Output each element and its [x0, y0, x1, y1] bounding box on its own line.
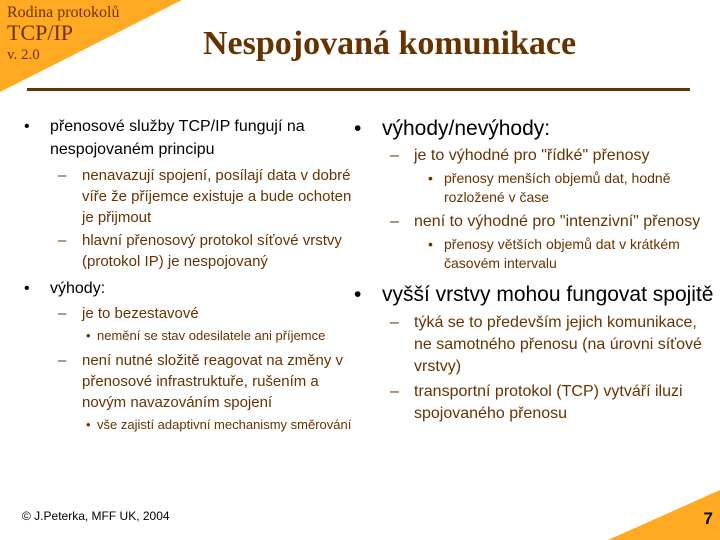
protocol-name: TCP/IP — [7, 20, 74, 45]
copyright-footer: © J.Peterka, MFF UK, 2004 — [22, 509, 170, 523]
small-bullet-marker: • — [428, 236, 433, 252]
bullet-text: vyšší vrstvy mohou fungovat spojitě — [382, 283, 714, 306]
bullet-marker: • — [24, 118, 30, 135]
page-number: 7 — [703, 509, 713, 528]
detail-bullet-text: přenosy menších objemů dat, hodně rozložené v čase — [444, 170, 671, 205]
dash-marker: – — [58, 167, 67, 184]
small-bullet-marker: • — [86, 328, 91, 343]
sub-bullet-text: týká se to především jejich komunikace, ne samotného přenosu (na úrovni síťové vrstvy) — [414, 314, 702, 375]
sub-bullet-item — [352, 211, 714, 233]
sub-bullet-item — [22, 230, 362, 272]
bullet-text: přenosové služby TCP/IP fungují na nespojovaném principu — [50, 118, 305, 158]
detail-bullet-item — [22, 415, 362, 435]
sub-bullet-text: je to bezestavové — [82, 305, 199, 322]
sub-bullet-item — [352, 381, 714, 425]
bullet-marker: • — [354, 117, 362, 140]
sub-bullet-item — [22, 303, 362, 324]
slide-title: Nespojovaná komunikace — [203, 25, 577, 62]
bullet-item — [22, 277, 362, 300]
sub-bullet-item — [352, 145, 714, 167]
detail-bullet-item — [352, 169, 714, 207]
small-bullet-marker: • — [428, 170, 433, 186]
bullet-item — [22, 115, 362, 161]
dash-marker: – — [390, 314, 399, 331]
bullet-text: výhody/nevýhody: — [382, 117, 551, 140]
detail-bullet-item — [352, 235, 714, 273]
bullet-marker: • — [24, 280, 30, 297]
bullet-text: výhody: — [50, 280, 106, 297]
bullet-item — [352, 281, 714, 308]
dash-marker: – — [390, 383, 399, 400]
small-bullet-marker: • — [86, 417, 91, 432]
sub-bullet-item — [22, 165, 362, 228]
sub-bullet-text: není nutné složitě reagovat na změny v přenosové infrastruktuře, rušením a novým navazováním spojení — [82, 352, 343, 411]
detail-bullet-text: vše zajistí adaptivní mechanismy směrování — [97, 417, 352, 432]
bullet-marker: • — [354, 283, 362, 306]
detail-bullet-item — [22, 326, 362, 346]
bullet-item — [352, 115, 714, 142]
sub-bullet-item — [22, 350, 362, 413]
sub-bullet-item — [352, 312, 714, 378]
version-label: v. 2.0 — [7, 47, 40, 63]
dash-marker: – — [58, 232, 67, 249]
sub-bullet-text: je to výhodné pro "řídké" přenosy — [414, 147, 650, 164]
left-column — [22, 115, 362, 435]
series-brand — [7, 4, 119, 66]
dash-marker: – — [58, 352, 67, 369]
dash-marker: – — [390, 213, 399, 230]
sub-bullet-text: transportní protokol (TCP) vytváří iluzi spojovaného přenosu — [414, 383, 683, 422]
dash-marker: – — [58, 305, 67, 322]
detail-bullet-text: nemění se stav odesilatele ani příjemce — [97, 328, 326, 343]
dash-marker: – — [390, 147, 399, 164]
title-rule — [27, 88, 690, 91]
series-name: Rodina protokolů — [7, 4, 120, 21]
sub-bullet-text: hlavní přenosový protokol síťové vrstvy (protokol IP) je nespojovaný — [82, 232, 342, 270]
sub-bullet-text: nenavazují spojení, posílají data v dobré víře že příjemce existuje a bude ochoten je přijmout — [82, 167, 352, 226]
sub-bullet-text: není to výhodné pro "intenzivní" přenosy — [414, 213, 701, 230]
detail-bullet-text: přenosy větších objemů dat v krátkém časovém intervalu — [444, 236, 680, 271]
right-column — [352, 115, 714, 425]
